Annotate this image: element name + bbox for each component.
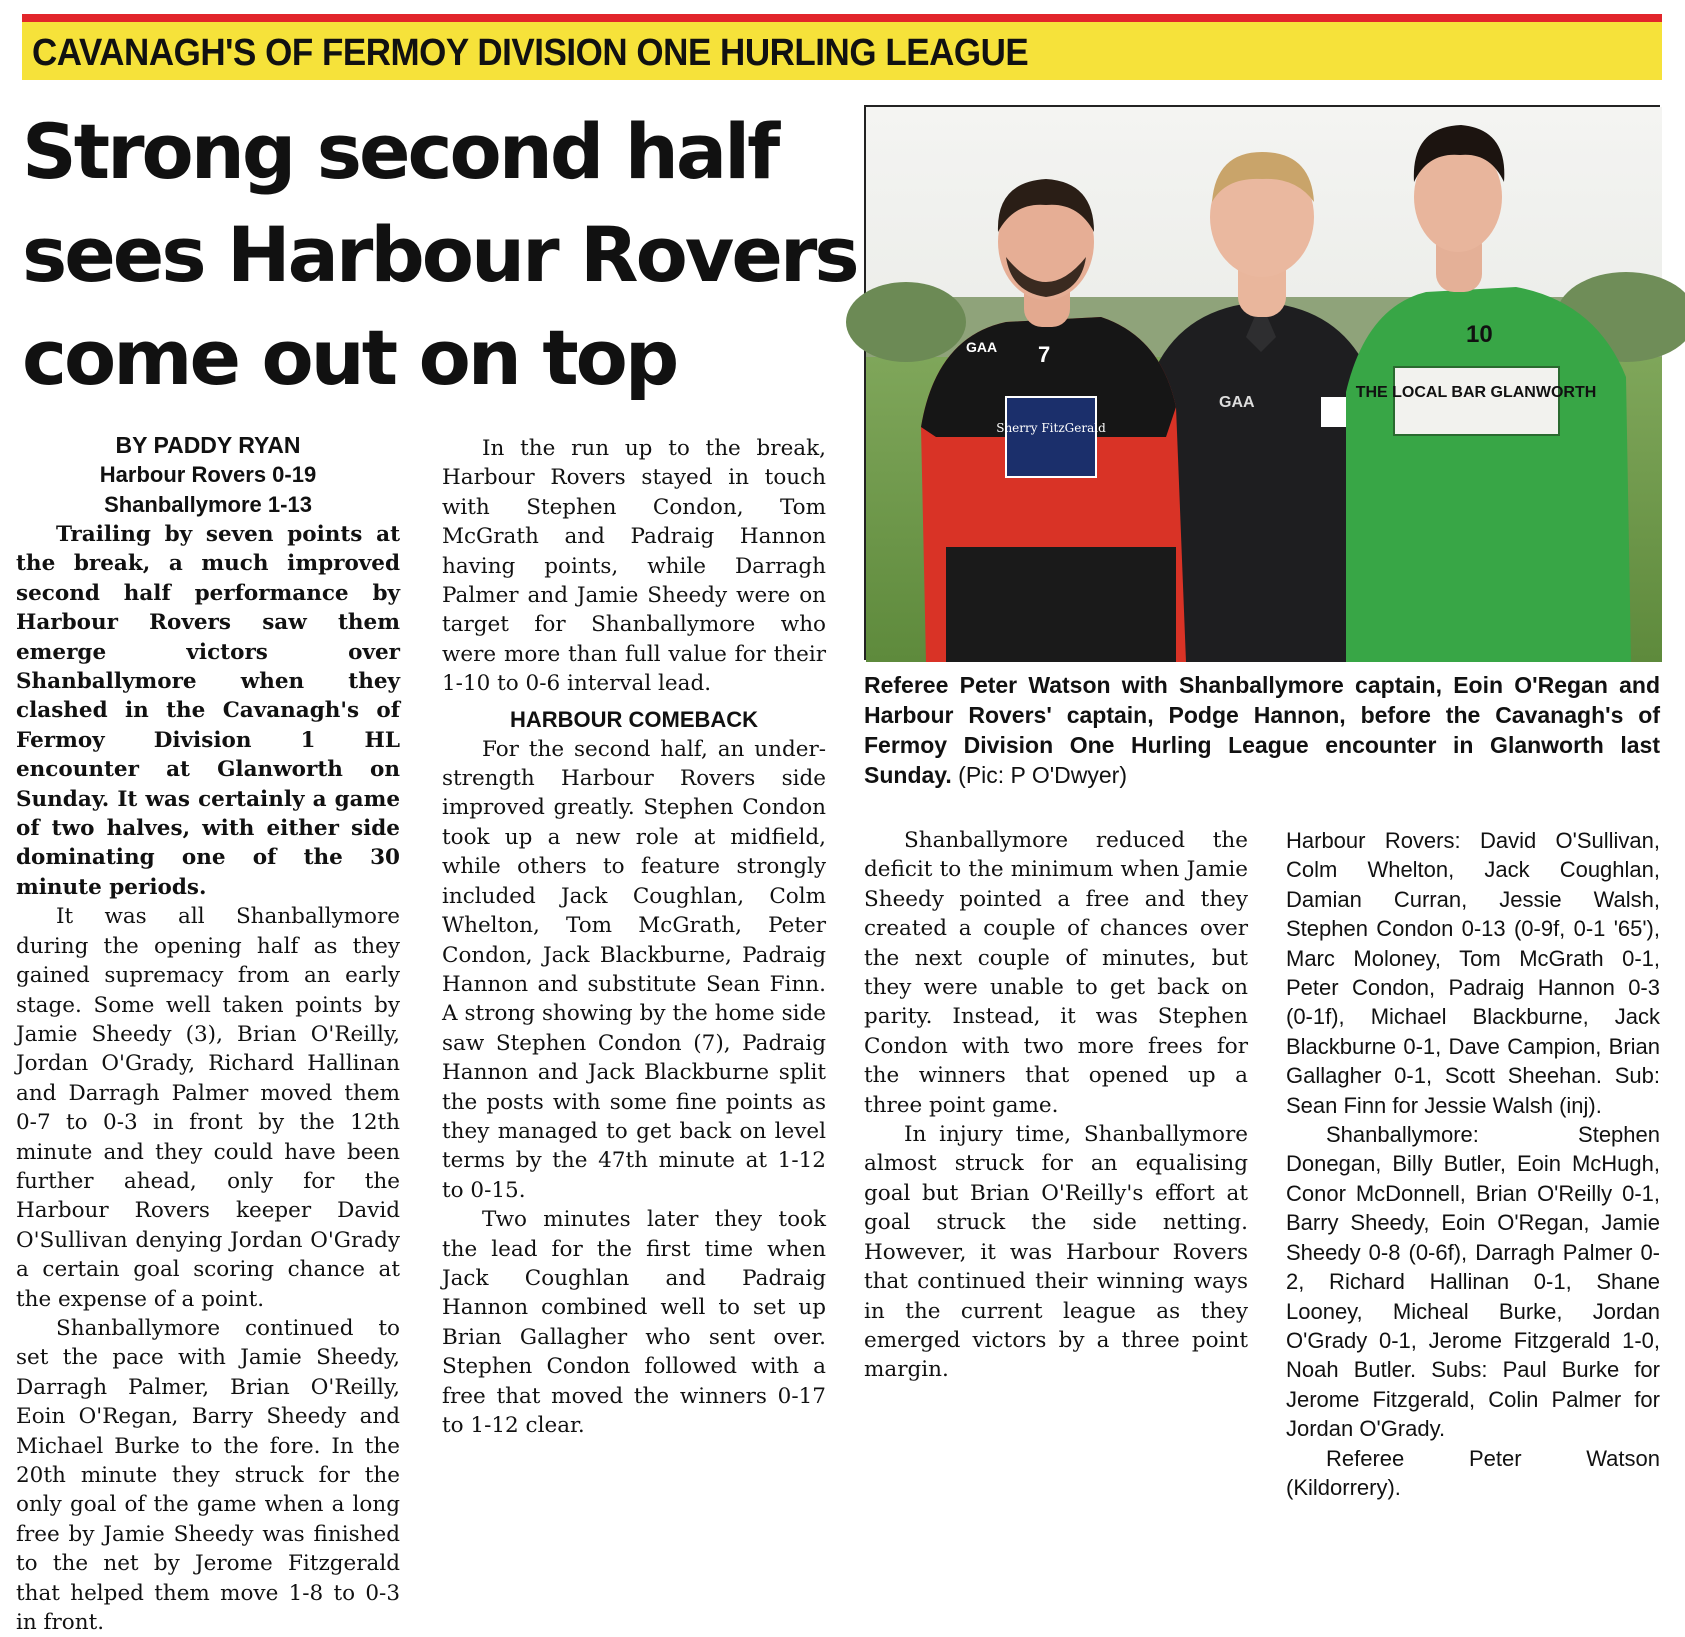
- score-harbour-rovers: Harbour Rovers 0-19: [99, 462, 317, 487]
- article-column-3: [864, 826, 1248, 1385]
- article-intro: Trailing by seven points at the break, a much improved second half performance by Harbour Rovers saw them emerge victors over Shanballymore when they clashed in the Cavanagh's of Fermoy Division 1 HL encounter at Glanworth on Sunday. It was certainly a game of two halves, with either side dominating one of the 30 minute periods.: [16, 522, 400, 900]
- headline-line-2: sees Harbour Rovers: [22, 210, 857, 299]
- article-paragraph: Two minutes later they took the lead for the first time when Jack Coughlan and Padraig Hannon combined well to set up Brian Gallagher who sent over. Stephen Condon followed with a free that moved the winners 0-17 to 1-12 clear.: [442, 1207, 826, 1438]
- section-banner: [22, 22, 1662, 80]
- referee-note: Referee Peter Watson (Kildorrery).: [1286, 1445, 1660, 1500]
- photo-caption: [864, 670, 1660, 790]
- photo-credit: (Pic: P O'Dwyer): [958, 762, 1127, 788]
- green-jersey-sponsor: THE LOCAL BAR GLANWORTH: [1355, 384, 1597, 401]
- red-jersey-crest-text: GAA: [966, 339, 998, 355]
- byline-author: BY PADDY RYAN: [115, 432, 301, 458]
- article-paragraph: Shanballymore reduced the deficit to the minimum when Jamie Sheedy pointed a free and they created a couple of chances over the next couple of minutes, but they were unable to get back on parity. Instead, it was Stephen Condon with two more frees for the winners that opened up a three point game.: [864, 828, 1248, 1118]
- green-jersey-number: 10: [1466, 321, 1493, 348]
- article-column-4: [1286, 826, 1660, 1502]
- article-paragraph: In injury time, Shanballymore almost struck for an equalising goal but Brian O'Reilly's effort at goal struck the side netting. However, it was Harbour Rovers that continued their winning ways in the current league as they emerged victors by a three point margin.: [864, 1122, 1248, 1383]
- headline-line-1: Strong second half: [22, 107, 778, 196]
- headline: [22, 100, 857, 409]
- caption-text: Referee Peter Watson with Shanballymore captain, Eoin O'Regan and Harbour Rovers' captain, Podge Hannon, before the Cavanagh's of Fermoy Division One Hurling League encounter in Glanworth last Sunday.: [864, 672, 1660, 788]
- photo-illustration: [866, 107, 1662, 662]
- article-column-1: [16, 430, 400, 1636]
- team-harbour-rovers: Harbour Rovers: David O'Sullivan, Colm Whelton, Jack Coughlan, Damian Curran, Jessie Walsh, Stephen Condon 0-13 (0-9f, 0-1 '65'), Marc Moloney, Tom McGrath 0-1, Peter Condon, Padraig Hannon 0-3 (0-1f), Michael Blackburne, Jack Blackburne 0-1, Dave Campion, Brian Gallagher 0-1, Scott Sheehan. Sub: Sean Finn for Jessie Walsh (inj).: [1286, 828, 1660, 1118]
- banner-top-stripe: [22, 14, 1662, 22]
- red-jersey-sponsor: Sherry FitzGerald: [996, 421, 1106, 435]
- match-photo: [864, 105, 1660, 660]
- article-paragraph: It was all Shanballymore during the opening half as they gained supremacy from an early stage. Some well taken points by Jamie Sheedy (3), Brian O'Reilly, Jordan O'Grady, Richard Hallinan and Darragh Palmer moved them 0-7 to 0-3 in front by the 12th minute and they could have been further ahead, only for the Harbour Rovers keeper David O'Sullivan denying Jordan O'Grady a certain goal scoring chance at the expense of a point.: [16, 904, 400, 1312]
- subhead-harbour-comeback: HARBOUR COMEBACK: [509, 706, 759, 732]
- article-paragraph: For the second half, an under-strength Harbour Rovers side improved greatly. Stephen Condon took up a new role at midfield, while others to feature strongly included Jack Coughlan, Colm Whelton, Tom McGrath, Peter Condon, Jack Blackburne, Padraig Hannon and substitute Sean Finn. A strong showing by the home side saw Stephen Condon (7), Padraig Hannon and Jack Blackburne split the posts with some fine points as they managed to get back on level terms by the 47th minute at 1-12 to 0-15.: [442, 736, 826, 1203]
- article-paragraph: Shanballymore continued to set the pace with Jamie Sheedy, Darragh Palmer, Brian O'Reilly, Eoin O'Regan, Barry Sheedy and Michael Burke to the fore. In the 20th minute they struck for the only goal of the game when a long free by Jamie Sheedy was finished to the net by Jerome Fitzgerald that helped them move 1-8 to 0-3 in front.: [16, 1315, 400, 1636]
- headline-line-3: come out on top: [22, 313, 677, 402]
- banner-title: CAVANAGH'S OF FERMOY DIVISION ONE HURLING LEAGUE: [32, 32, 1029, 74]
- team-shanballymore: Shanballymore: Stephen Donegan, Billy Butler, Eoin McHugh, Conor McDonnell, Brian O'Reilly 0-1, Barry Sheedy, Eoin O'Regan, Jamie Sheedy 0-8 (0-6f), Darragh Palmer 0-2, Richard Hallinan 0-1, Shane Looney, Micheal Burke, Jordan O'Grady 0-1, Jerome Fitzgerald 1-0, Noah Butler. Subs: Paul Burke for Jerome Fitzgerald, Colin Palmer for Jordan O'Grady.: [1286, 1122, 1660, 1442]
- article-paragraph: In the run up to the break, Harbour Rovers stayed in touch with Stephen Condon, Tom McGrath and Padraig Hannon having points, while Darragh Palmer and Jamie Sheedy were on target for Shanballymore who were more than full value for their 1-10 to 0-6 interval lead.: [442, 436, 826, 697]
- article-column-2: [442, 434, 826, 1438]
- red-jersey-number: 7: [1038, 342, 1051, 367]
- referee-crest-text: GAA: [1219, 394, 1255, 411]
- score-shanballymore: Shanballymore 1-13: [104, 492, 312, 517]
